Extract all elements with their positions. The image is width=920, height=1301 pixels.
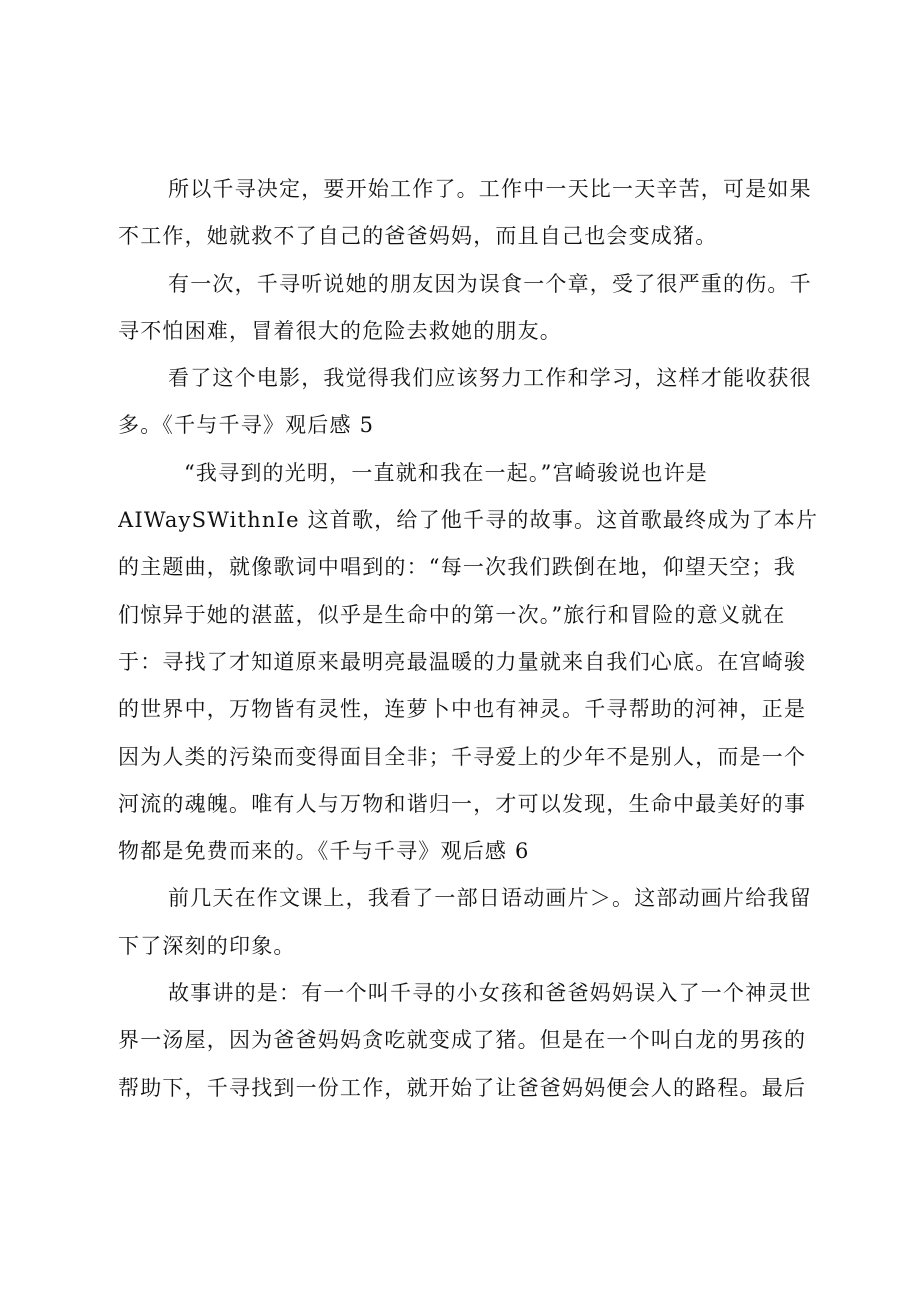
text-line: 的主题曲，就像歌词中唱到的：“每一次我们跌倒在地，仰望天空；我 — [118, 555, 796, 580]
text-line: 河流的魂魄。唯有人与万物和谐归一，才可以发现，生命中最美好的事 — [118, 791, 807, 816]
text-line: 看了这个电影，我觉得我们应该努力工作和学习，这样才能收获很 — [168, 366, 812, 391]
text-line: 前几天在作文课上，我看了一部日语动画片＞。这部动画片给我留 — [168, 886, 812, 911]
text-line: 的世界中，万物皆有灵性，连萝卜中也有神灵。千寻帮助的河神，正是 — [118, 697, 807, 722]
text-line: 有一次，千寻听说她的朋友因为误食一个章，受了很严重的伤。千 — [168, 271, 812, 296]
text-line: 界一汤屋，因为爸爸妈妈贪吃就变成了猪。但是在一个叫白龙的男孩的 — [118, 1028, 807, 1053]
document-body — [118, 166, 828, 1112]
text-line: 不工作，她就救不了自己的爸爸妈妈，而且自己也会变成猪。 — [118, 224, 718, 249]
text-line: “我寻到的光明，一直就和我在一起。”宫崎骏说也许是 — [184, 460, 708, 485]
text-line: 帮助下，千寻找到一份工作，就开始了让爸爸妈妈便会人的路程。最后 — [118, 1075, 807, 1100]
text-line: 多。《千与千寻》观后感 5 — [118, 413, 375, 438]
text-line: 们惊异于她的湛蓝，似乎是生命中的第一次。”旅行和冒险的意义就在 — [118, 602, 786, 627]
text-line: 下了深刻的印象。 — [118, 933, 296, 958]
text-line: 寻不怕困难，冒着很大的危险去救她的朋友。 — [118, 318, 562, 343]
text-line: 物都是免费而来的。《千与千寻》观后感 6 — [118, 839, 530, 864]
text-line: 故事讲的是：有一个叫千寻的小女孩和爸爸妈妈误入了一个神灵世 — [168, 981, 812, 1006]
text-line: 于：寻找了才知道原来最明亮最温暖的力量就来自我们心底。在宫崎骏 — [118, 649, 807, 674]
text-line: AIWaySWithnIe 这首歌，给了他千寻的故事。这首歌最终成为了本片 — [118, 508, 819, 533]
text-line: 因为人类的污染而变得面目全非；千寻爱上的少年不是别人，而是一个 — [118, 744, 807, 769]
text-line: 所以千寻决定，要开始工作了。工作中一天比一天辛苦，可是如果 — [168, 177, 812, 201]
